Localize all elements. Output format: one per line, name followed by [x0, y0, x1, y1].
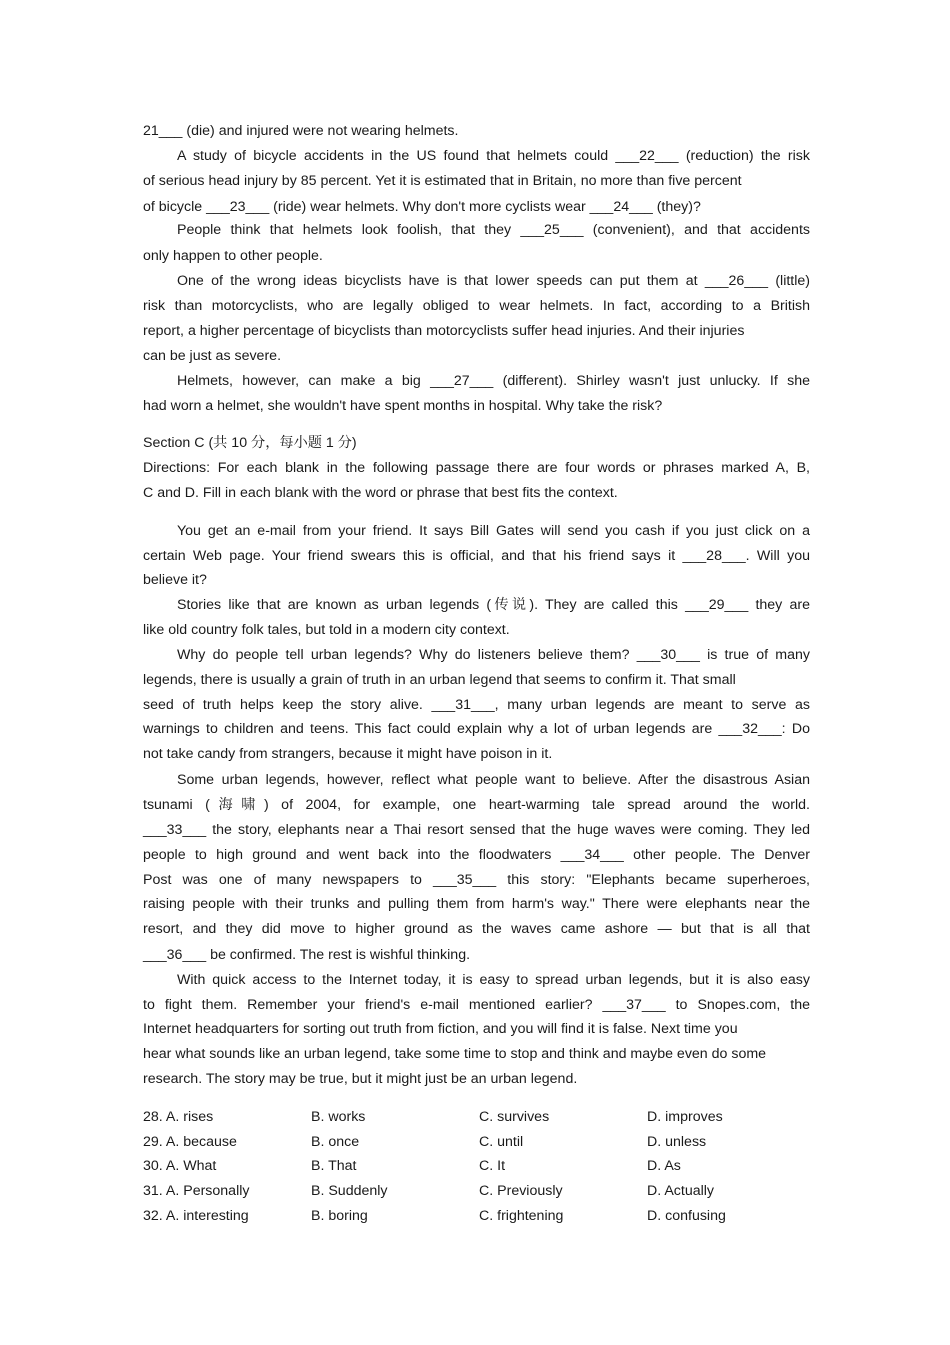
passage-line: to fight them. Remember your friend's e-mail mentioned earlier? ___37___ to Snopes.com, the [143, 997, 810, 1013]
section-heading: Section C (共 10 分，每小题 1 分) [143, 435, 357, 451]
paragraph-line: risk than motorcyclists, who are legally obliged to wear helmets. In fact, according to a British [143, 298, 810, 314]
option-d: D. confusing [647, 1208, 726, 1224]
paragraph-line: had worn a helmet, she wouldn't have spent months in hospital. Why take the risk? [143, 398, 663, 414]
option-c: C. frightening [479, 1208, 564, 1224]
option-d: D. As [647, 1158, 681, 1174]
passage-line: Why do people tell urban legends? Why do listeners believe them? ___30___ is true of many [177, 647, 810, 663]
passage-line: Stories like that are known as urban legends (传说). They are called this ___29___ they are [177, 597, 810, 613]
option-a: 28. A. rises [143, 1109, 214, 1125]
option-b: B. once [311, 1134, 360, 1150]
options-row [143, 1109, 810, 1126]
passage-line: raising people with their trunks and pulling them from harm's way." There were elephants near the [143, 896, 810, 912]
option-b: B. Suddenly [311, 1183, 388, 1199]
passage-line: tsunami (海啸) of 2004, for example, one heart-warming tale spread around the world. [143, 797, 810, 813]
paragraph-line: People think that helmets look foolish, that they ___25___ (convenient), and that accidents [177, 222, 810, 238]
option-d: D. improves [647, 1109, 723, 1125]
passage-line: like old country folk tales, but told in a modern city context. [143, 622, 510, 638]
options-row [143, 1183, 810, 1200]
paragraph-line: of bicycle ___23___ (ride) wear helmets. Why don't more cyclists wear ___24___ (they)? [143, 199, 701, 215]
paragraph-line: 21___ (die) and injured were not wearing helmets. [143, 123, 459, 139]
directions-line: Directions: For each blank in the following passage there are four words or phrases marked A, B, [143, 460, 810, 476]
paragraph-line: report, a higher percentage of bicyclists than motorcyclists suffer head injuries. And their injuries [143, 323, 745, 339]
options-row [143, 1158, 810, 1175]
paragraph-line: A study of bicycle accidents in the US found that helmets could ___22___ (reduction) the risk [177, 148, 810, 164]
option-a: 30. A. What [143, 1158, 217, 1174]
passage-line: ___36___ be confirmed. The rest is wishful thinking. [143, 947, 471, 963]
passage-line: resort, and they did move to higher ground as the waves came ashore — but that is all that [143, 921, 810, 937]
passage-line: ___33___ the story, elephants near a Thai resort sensed that the huge waves were coming. They led [143, 822, 810, 838]
passage-line: With quick access to the Internet today, it is easy to spread urban legends, but it is also easy [177, 972, 810, 988]
passage-line: hear what sounds like an urban legend, take some time to stop and think and maybe even do some [143, 1046, 767, 1062]
directions-line: C and D. Fill in each blank with the word or phrase that best fits the context. [143, 485, 618, 501]
passage-line: research. The story may be true, but it might just be an urban legend. [143, 1071, 578, 1087]
passage-line: Some urban legends, however, reflect what people want to believe. After the disastrous Asian [177, 772, 810, 788]
option-a: 32. A. interesting [143, 1208, 249, 1224]
option-c: C. survives [479, 1109, 550, 1125]
option-c: C. until [479, 1134, 524, 1150]
passage-line: people to high ground and went back into the floodwaters ___34___ other people. The Denver [143, 847, 810, 863]
paragraph-line: of serious head injury by 85 percent. Yet it is estimated that in Britain, no more than five percent [143, 173, 742, 189]
option-d: D. Actually [647, 1183, 715, 1199]
options-row [143, 1134, 810, 1151]
paragraph-line: One of the wrong ideas bicyclists have is that lower speeds can put them at ___26___ (little) [177, 273, 810, 289]
passage-line: believe it? [143, 572, 207, 588]
passage-line: warnings to children and teens. This fact could explain why a lot of urban legends are ___32___: Do [143, 721, 810, 737]
options-row [143, 1208, 810, 1225]
paragraph-line: can be just as severe. [143, 348, 282, 364]
option-c: C. It [479, 1158, 506, 1174]
passage-line: Internet headquarters for sorting out truth from fiction, and you will find it is false. Next time you [143, 1021, 738, 1037]
passage-line: You get an e-mail from your friend. It says Bill Gates will send you cash if you just click on a [177, 523, 810, 539]
option-b: B. boring [311, 1208, 368, 1224]
option-b: B. That [311, 1158, 357, 1174]
option-b: B. works [311, 1109, 366, 1125]
paragraph-line: only happen to other people. [143, 248, 323, 264]
passage-line: Post was one of many newspapers to ___35___ this story: "Elephants became superheroes, [143, 872, 810, 888]
option-c: C. Previously [479, 1183, 563, 1199]
paragraph-line: Helmets, however, can make a big ___27___ (different). Shirley wasn't just unlucky. If she [177, 373, 810, 389]
passage-line: seed of truth helps keep the story alive. ___31___, many urban legends are meant to serve as [143, 697, 810, 713]
passage-line: legends, there is usually a grain of truth in an urban legend that seems to confirm it. That small [143, 672, 736, 688]
option-d: D. unless [647, 1134, 707, 1150]
option-a: 29. A. because [143, 1134, 237, 1150]
option-a: 31. A. Personally [143, 1183, 250, 1199]
passage-line: certain Web page. Your friend swears this is official, and that his friend says it ___28___. Will you [143, 548, 810, 564]
passage-line: not take candy from strangers, because it might have poison in it. [143, 746, 553, 762]
